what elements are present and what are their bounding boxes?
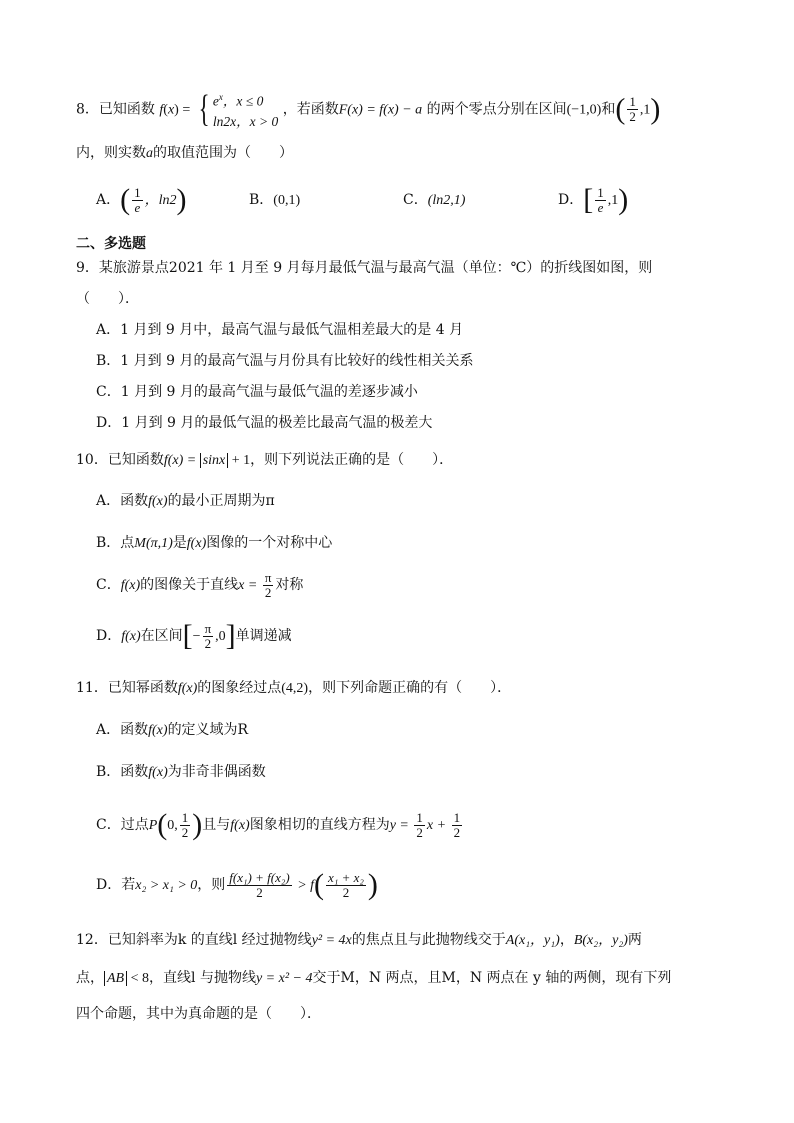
q10-abs: sinx xyxy=(200,453,229,468)
q8-option-d[interactable]: D．[ $\frac{1}{e}$ ,1) xyxy=(558,183,629,216)
q12-stem-line2: 点， AB < 8，直线l 与抛物线y = x² − 4交于M，N 两点，且M，N 两点在 y 轴的两侧，现有下列 xyxy=(76,970,672,986)
q8-text-b: ，若函数 xyxy=(282,101,339,118)
q10-option-b[interactable]: B．点M(π,1)是f(x)图像的一个对称中心 xyxy=(96,535,333,551)
q8-text-c: 的两个零点分别在区间 xyxy=(422,101,567,118)
q11-option-a[interactable]: A．函数f(x)的定义域为R xyxy=(96,722,249,738)
q8-interval1: (−1,0) xyxy=(566,102,602,118)
q8-option-b[interactable]: B．(0,1) xyxy=(249,192,301,208)
q10-option-c[interactable]: C．f(x)的图像关于直线x = $\frac{\pi}{2}$ 对称 xyxy=(96,569,304,600)
q8-piecewise: $e^x$，x ≤ 0 ln2x，x > 0 xyxy=(212,92,279,129)
q9-option-c[interactable]: C．1 月到 9 月的最高气温与最低气温的差逐步减小 xyxy=(96,384,418,400)
q9-option-b[interactable]: B．1 月到 9 月的最高气温与月份具有比较好的线性相关关系 xyxy=(96,353,474,369)
q9-option-d[interactable]: D．1 月到 9 月的最低气温的极差比最高气温的极差大 xyxy=(96,415,433,431)
q11-option-c[interactable]: C．过点P(0, $\frac{1}{2}$ )且与f(x)图象相切的直线方程为y = $\frac{1}{2}$ x + $\frac{1}{2}$ xyxy=(96,808,461,841)
q10-option-a[interactable]: A．函数f(x)的最小正周期为π xyxy=(96,493,275,509)
q8-brace: { xyxy=(198,88,210,131)
q9-stem-line2: （ ）． xyxy=(76,291,139,307)
q12-stem-line1: 12．已知斜率为k 的直线l 经过抛物线y² = 4x的焦点且与此抛物线交于A(x₁，y₁)，B(x₂，y₂)两 xyxy=(76,932,642,948)
q8-text-a: 已知函数 xyxy=(98,101,155,118)
q8-func-F: F(x) = f(x) − a xyxy=(338,102,423,118)
q10-stem: 10．已知函数f(x) = sinx + 1，则下列说法正确的是（ ）． xyxy=(76,452,454,468)
q8-stem-line1: 8．已知函数 f(x) = { $e^x$，x ≤ 0 ln2x，x > 0 ，若函数F(x) = f(x) − a 的两个零点分别在区间(−1,0)和( $\frac{1}{2}$ ,1) xyxy=(76,88,661,131)
q11-option-b[interactable]: B．函数f(x)为非奇非偶函数 xyxy=(96,764,266,780)
q9-option-a[interactable]: A．1 月到 9 月中，最高气温与最低气温相差最大的是 4 月 xyxy=(96,322,464,338)
q8-number: 8． xyxy=(76,101,99,118)
q11-stem: 11．已知幂函数f(x)的图象经过点(4,2)，则下列命题正确的有（ ）． xyxy=(76,680,512,696)
q10-option-d[interactable]: D．f(x)在区间[− $\frac{\pi}{2}$ ,0]单调递减 xyxy=(96,619,292,652)
q11-option-d[interactable]: D．若x₂ > x₁ > 0，则 $\frac{\text{f(x₁) + f(x₂)}}{2}$ > f( $\frac{\text{x₁ + x₂}}{2}$ ) xyxy=(96,868,378,901)
q12-stem-line3: 四个命题，其中为真命题的是（ ）． xyxy=(76,1006,321,1022)
q8-fx: f xyxy=(159,102,164,118)
q9-stem-line1: 9．某旅游景点2021 年 1 月至 9 月每月最低气温与最高气温（单位：℃）的折线图如图，则 xyxy=(76,260,653,276)
q8-option-c[interactable]: C．(ln2,1) xyxy=(403,192,466,208)
q8-text-d: 和 xyxy=(601,101,616,118)
q8-frac: $\frac{1}{2}$ xyxy=(629,93,636,124)
section-heading: 二、多选题 xyxy=(76,236,146,252)
q8-option-a[interactable]: A．( $\frac{1}{e}$ ，ln2) xyxy=(96,183,187,216)
q8-stem-line2: 内，则实数a的取值范围为（ ） xyxy=(76,145,293,161)
